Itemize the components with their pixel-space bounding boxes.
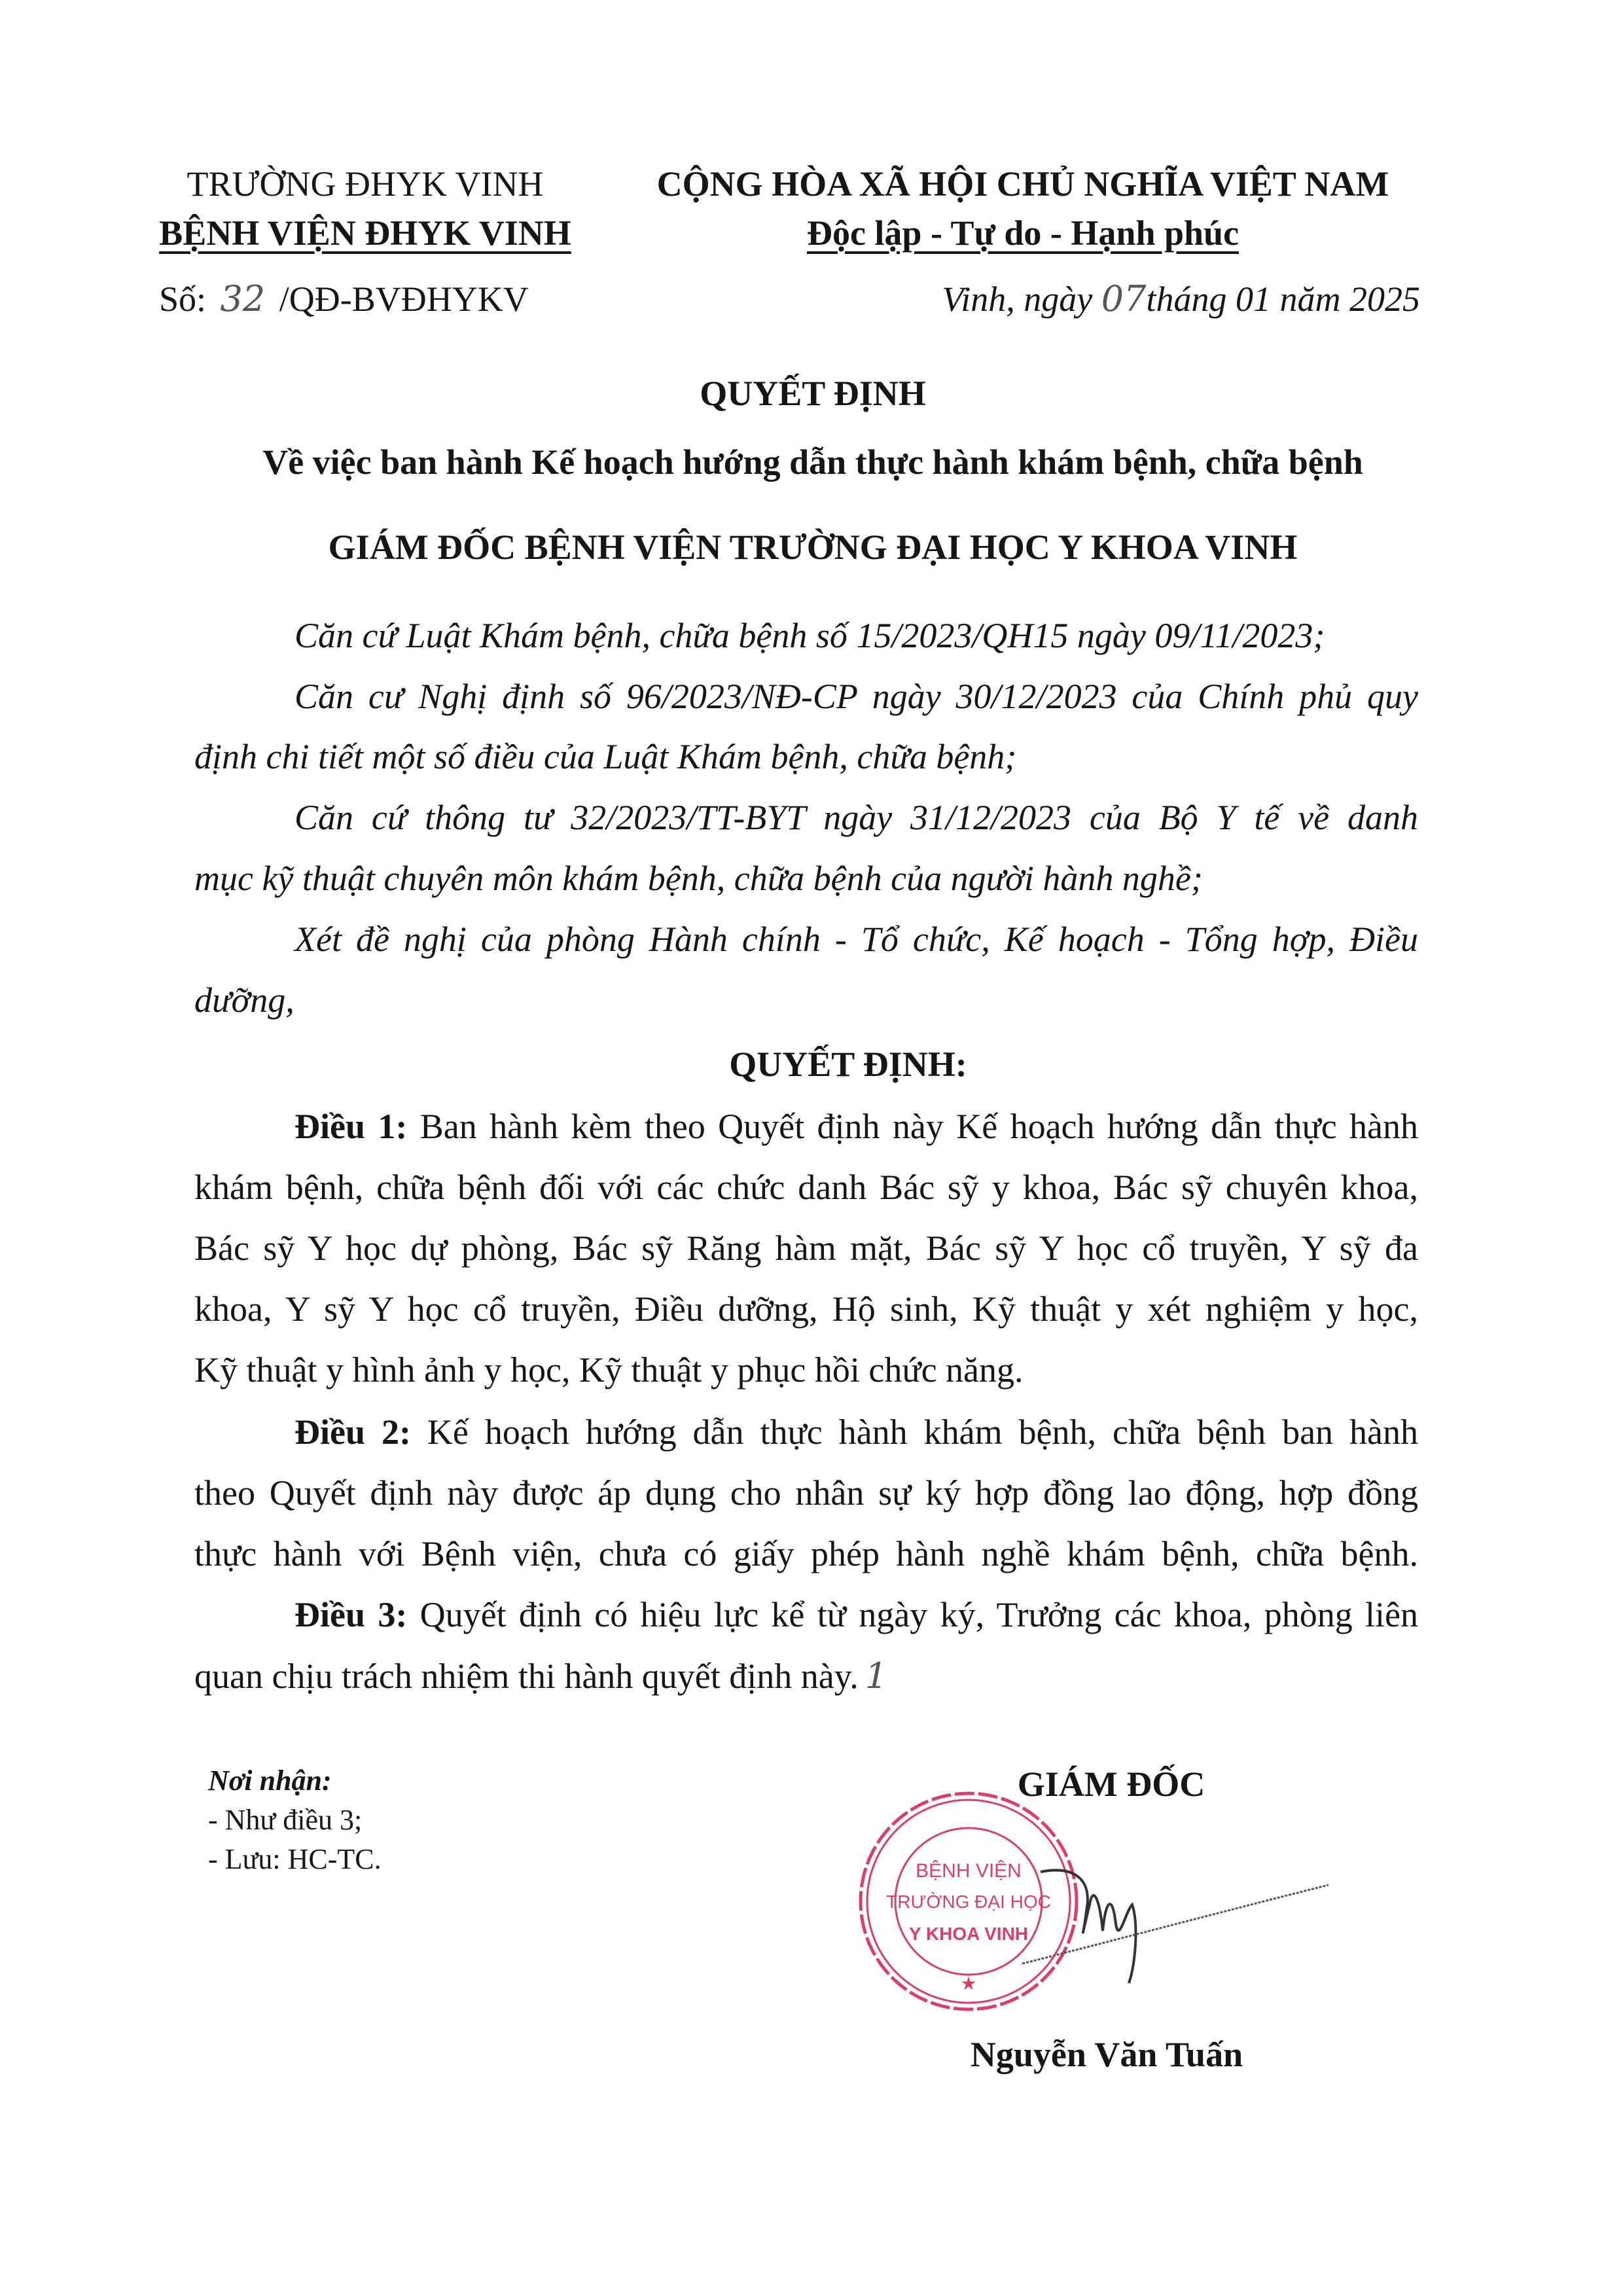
authority-heading: GIÁM ĐỐC BỆNH VIỆN TRƯỜNG ĐẠI HỌC Y KHOA VINH [328,528,1298,567]
article-label: Điều 2: [294,1412,411,1452]
motto: Độc lập - Tự do - Hạnh phúc [806,213,1240,253]
article-text: quan chịu trách nhiệm thi hành quyết định này. [194,1657,859,1696]
number-suffix: /QĐ-BVĐHYKV [279,279,529,319]
article-3-line [294,1594,1418,1635]
doc-subject: Về việc ban hành Kế hoạch hướng dẫn thực hành khám bệnh, chữa bệnh [262,442,1363,482]
stamp-text-line: Y KHOA VINH [908,1924,1029,1944]
article-text: Ban hành kèm theo Quyết định này Kế hoạch hướng dẫn thực hành [419,1107,1419,1146]
article-label: Điều 3: [294,1595,408,1634]
article-label: Điều 1: [294,1107,408,1146]
recipient-item: - Lưu: HC-TC. [208,1843,382,1875]
article-2-line: theo Quyết định này được áp dụng cho nhân sự ký hợp đồng lao động, hợp đồng [194,1473,1418,1513]
preamble-line: mục kỹ thuật chuyên môn khám bệnh, chữa bệnh của người hành nghề; [194,859,1203,898]
stamp-star-icon: ★ [960,1974,977,1994]
article-2-line: thực hành với Bệnh viện, chưa có giấy phép hành nghề khám bệnh, chữa bệnh. [194,1534,1418,1573]
article-2-line [294,1412,1418,1452]
preamble-line: Căn cứ thông tư 32/2023/TT-BYT ngày 31/12/2023 của Bộ Y tế về danh [294,798,1418,837]
article-1-line: khoa, Y sỹ Y học cổ truyền, Điều dưỡng, Hộ sinh, Kỹ thuật y xét nghiệm y học, [194,1289,1418,1329]
preamble-line: dưỡng, [194,980,294,1020]
document-date [942,278,1420,319]
handwritten-mark: 1 [865,1655,888,1696]
preamble-line: Căn cư Nghị định số 96/2023/NĐ-CP ngày 30/12/2023 của Chính phủ quy [294,677,1418,716]
org-name: BỆNH VIỆN ĐHYK VINH [159,213,571,253]
article-1-line [294,1106,1418,1147]
article-1-line: Kỹ thuật y hình ảnh y học, Kỹ thuật y phục hồi chức năng. [194,1350,1024,1390]
article-text: Quyết định có hiệu lực kể từ ngày ký, Trưởng các khoa, phòng liên [419,1595,1418,1634]
handwritten-signature [1021,1859,1335,1990]
preamble-line: Xét đề nghị của phòng Hành chính - Tổ chức, Kế hoạch - Tổng hợp, Điều [294,920,1418,959]
country-name: CỘNG HÒA XÃ HỘI CHỦ NGHĨA VIỆT NAM [656,164,1389,204]
signer-title: GIÁM ĐỐC [1017,1765,1205,1804]
decision-heading: QUYẾT ĐỊNH: [729,1045,967,1084]
number-label: Số: [159,279,207,319]
preamble-line: định chi tiết một số điều của Luật Khám bệnh, chữa bệnh; [194,737,1017,776]
number-handwritten: 32 [220,278,266,319]
stamp-text-line: BỆNH VIỆN [916,1860,1022,1882]
signer-name: Nguyễn Văn Tuấn [970,2035,1243,2074]
date-prefix: Vinh, ngày [942,279,1093,319]
document-number [159,278,529,319]
date-day-handwritten: 07 [1101,278,1147,319]
recipient-item: - Như điều 3; [208,1804,363,1836]
date-suffix: tháng 01 năm 2025 [1146,279,1420,319]
article-text: Kế hoạch hướng dẫn thực hành khám bệnh, chữa bệnh ban hành [427,1412,1418,1452]
article-1-line: Bác sỹ Y học dự phòng, Bác sỹ Răng hàm mặt, Bác sỹ Y học cổ truyền, Y sỹ đa [194,1229,1418,1268]
article-1-line: khám bệnh, chữa bệnh đối với các chức danh Bác sỹ y khoa, Bác sỹ chuyên khoa, [194,1168,1418,1207]
recipients-label: Nơi nhận: [208,1765,332,1797]
preamble-line: Căn cứ Luật Khám bệnh, chữa bệnh số 15/2023/QH15 ngày 09/11/2023; [294,616,1325,655]
doc-type-heading: QUYẾT ĐỊNH [700,374,926,413]
org-parent: TRƯỜNG ĐHYK VINH [187,164,544,204]
stamp-text-line: TRƯỜNG ĐẠI HỌC [886,1892,1051,1912]
article-3-line [194,1655,1418,1696]
